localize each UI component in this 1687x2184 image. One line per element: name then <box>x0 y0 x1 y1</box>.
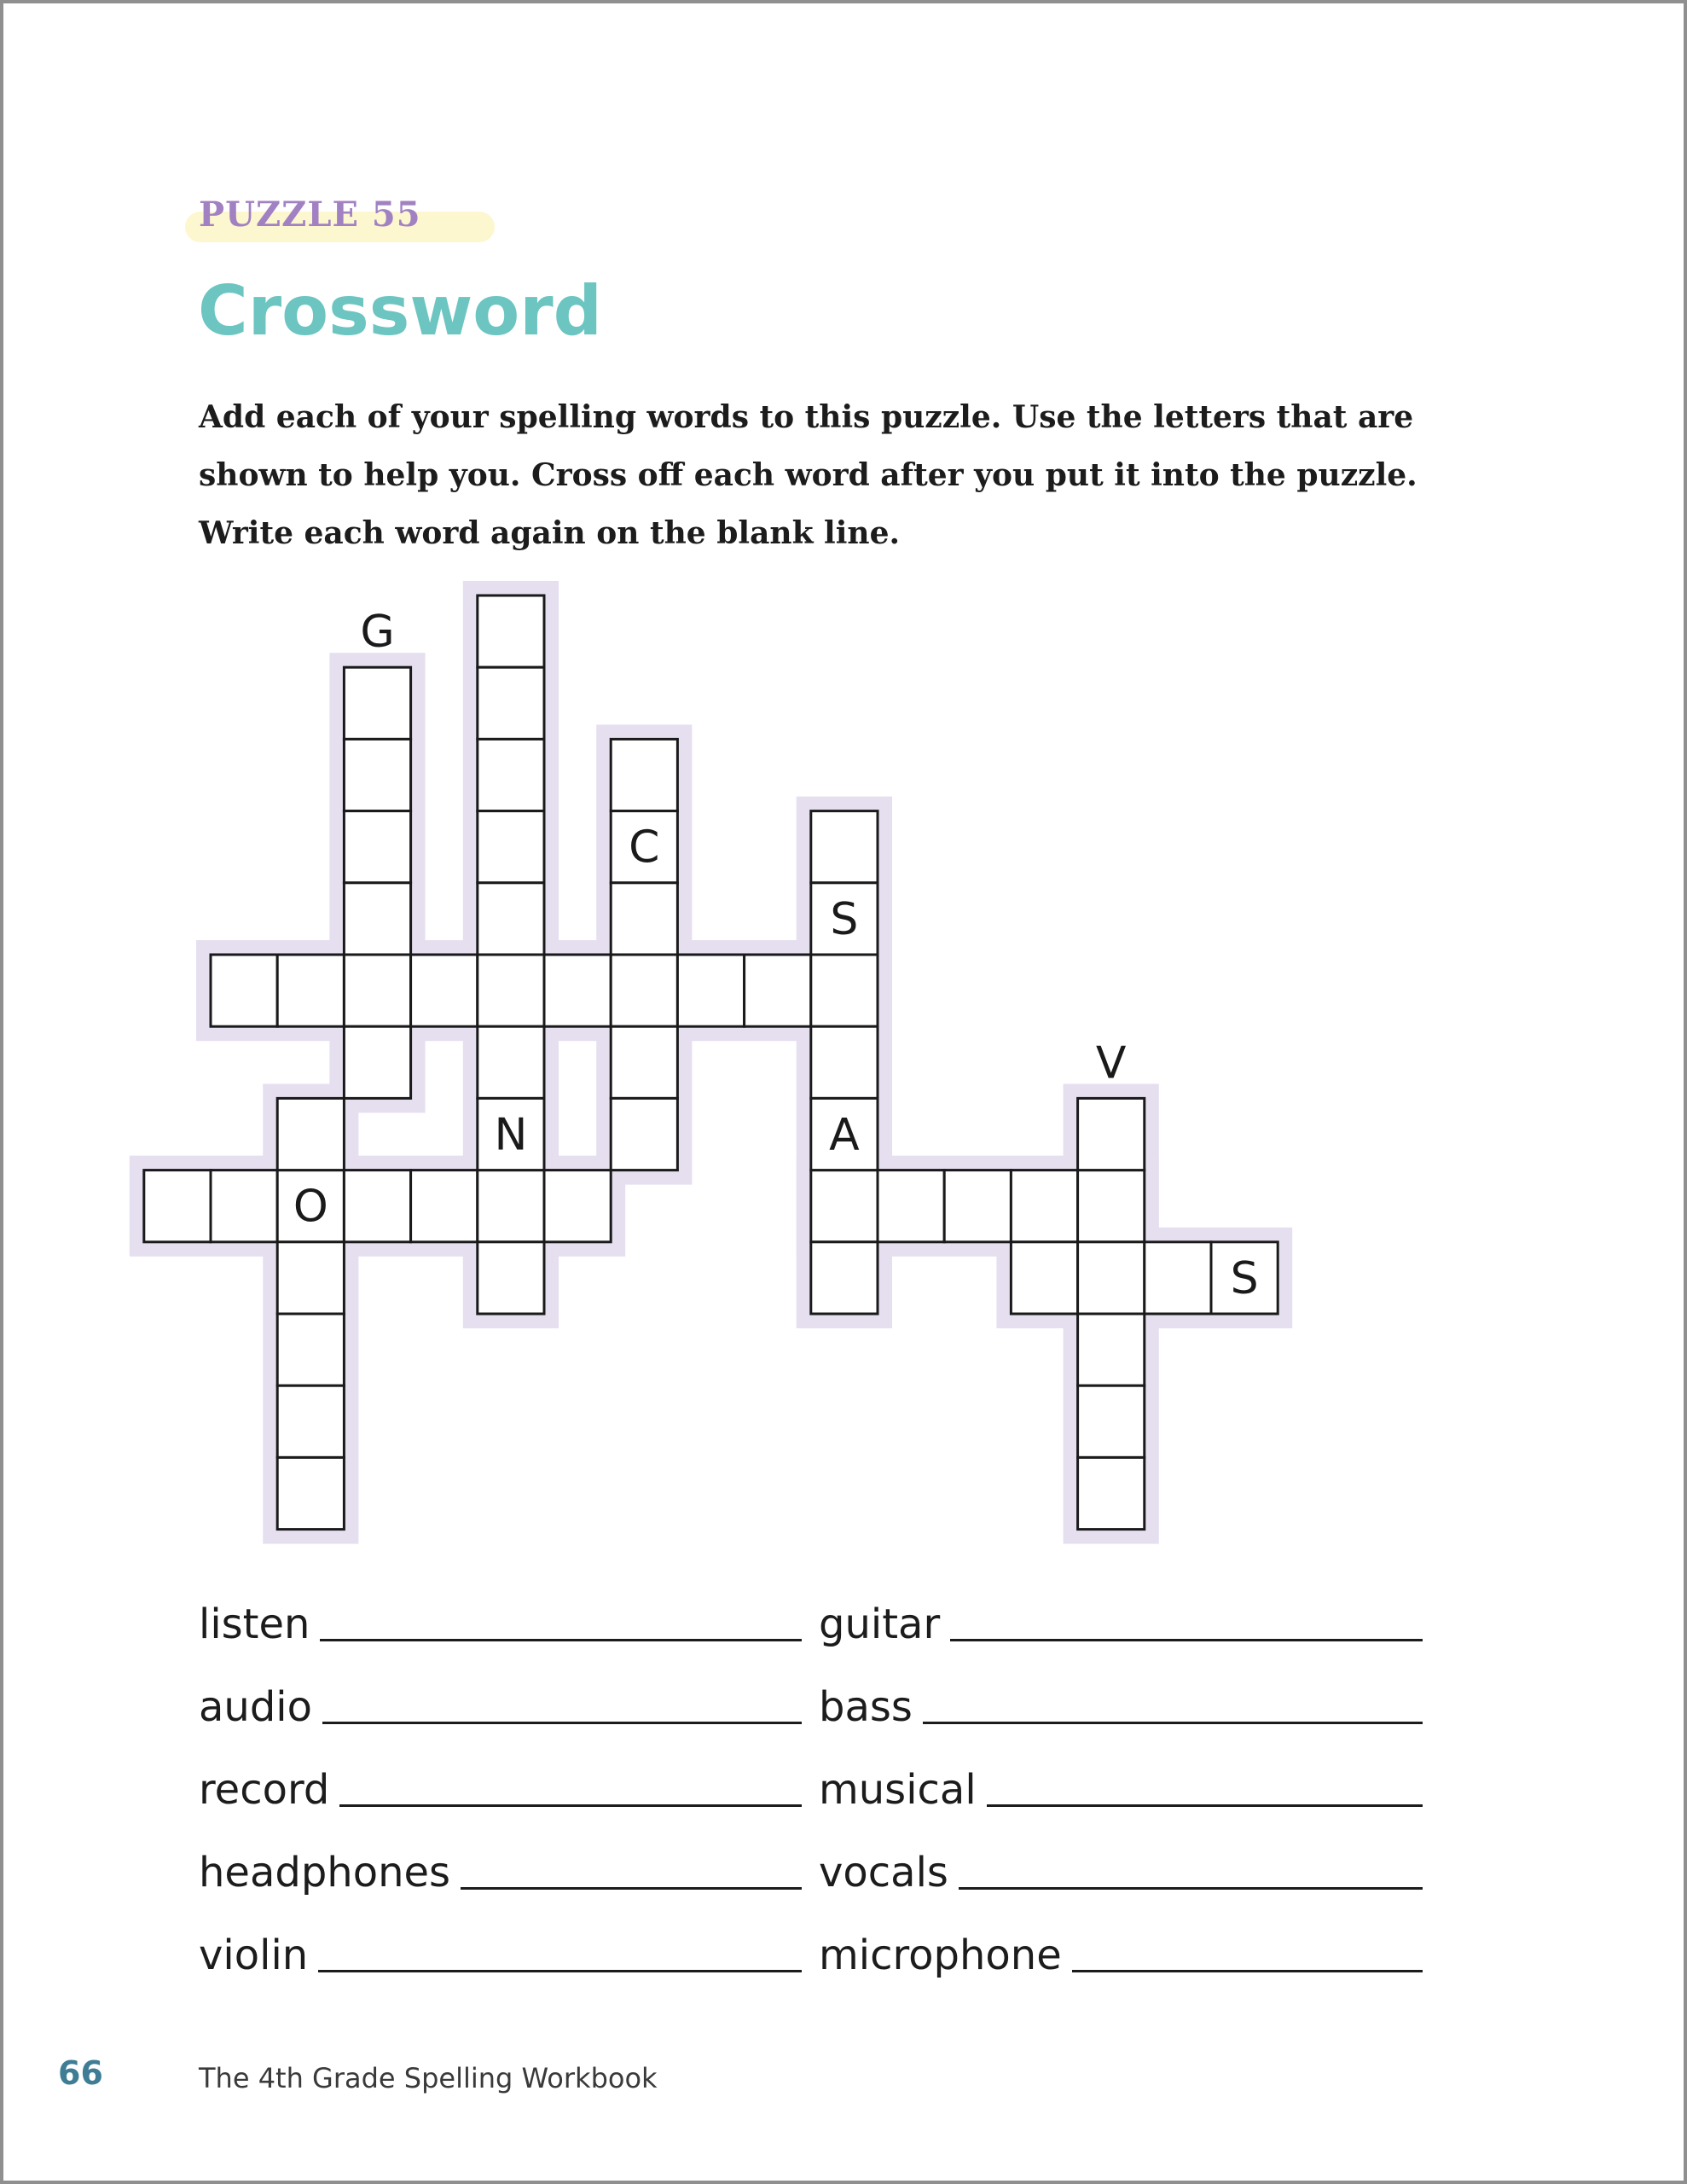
crossword-cell[interactable] <box>344 1026 410 1098</box>
spelling-word: microphone <box>819 1931 1062 1979</box>
clue-letter: S <box>1230 1252 1259 1304</box>
crossword-cell[interactable] <box>544 955 611 1026</box>
answer-blank-line[interactable] <box>322 1720 802 1724</box>
answer-blank-line[interactable] <box>320 1637 802 1641</box>
word-bank-entry <box>199 1680 802 1731</box>
instructions: Add each of your spelling words to this puzzle. Use the letters that are shown to help you. Cross off each word after you put it into the puzzle. Write each word again on the blank line. <box>199 399 1417 551</box>
crossword-cell[interactable] <box>211 955 277 1026</box>
crossword-cell[interactable] <box>411 1170 478 1242</box>
answer-blank-line[interactable] <box>318 1968 802 1972</box>
crossword-cell[interactable] <box>344 1170 410 1242</box>
spelling-word: musical <box>819 1766 977 1814</box>
crossword-cell[interactable] <box>144 1170 211 1242</box>
crossword-cell[interactable] <box>478 739 544 810</box>
answer-blank-line[interactable] <box>950 1637 1423 1641</box>
clue-letter: S <box>830 893 859 945</box>
answer-blank-line[interactable] <box>1072 1968 1423 1972</box>
word-bank-entry <box>819 1845 1423 1896</box>
crossword-cell[interactable] <box>478 1242 544 1314</box>
crossword-cell[interactable] <box>611 1026 677 1098</box>
crossword-cell[interactable] <box>277 1385 344 1457</box>
crossword-cell[interactable] <box>544 1170 611 1242</box>
crossword-cell[interactable] <box>811 811 878 883</box>
crossword-cell[interactable] <box>344 811 410 883</box>
word-bank-entry <box>819 1597 1423 1648</box>
crossword-cell[interactable] <box>611 1098 677 1170</box>
crossword-cell[interactable] <box>411 955 478 1026</box>
crossword-cell[interactable] <box>478 883 544 955</box>
answer-blank-line[interactable] <box>923 1720 1423 1724</box>
crossword-cell[interactable] <box>611 883 677 955</box>
crossword-cell[interactable] <box>1078 1098 1145 1170</box>
word-bank-entry <box>819 1680 1423 1731</box>
crossword-cell[interactable] <box>1011 1242 1077 1314</box>
crossword-cell[interactable] <box>478 667 544 739</box>
crossword-cell[interactable] <box>277 1457 344 1529</box>
crossword-cell[interactable] <box>478 1170 544 1242</box>
crossword-cell[interactable] <box>811 1026 878 1098</box>
book-title: The 4th Grade Spelling Workbook <box>199 2062 658 2094</box>
crossword-cell[interactable] <box>811 1242 878 1314</box>
crossword-cell[interactable] <box>344 883 410 955</box>
spelling-word: listen <box>199 1600 310 1648</box>
crossword-cell[interactable] <box>811 955 878 1026</box>
crossword-cell[interactable] <box>611 739 677 810</box>
crossword-cell[interactable] <box>344 739 410 810</box>
crossword-cell[interactable] <box>478 955 544 1026</box>
answer-blank-line[interactable] <box>959 1885 1423 1890</box>
crossword-cell[interactable] <box>1011 1170 1077 1242</box>
puzzle-label: PUZZLE 55 <box>199 195 421 235</box>
spelling-word: violin <box>199 1931 309 1979</box>
crossword-cell[interactable] <box>277 1242 344 1314</box>
clue-letter: C <box>629 822 660 874</box>
crossword-cell[interactable] <box>277 955 344 1026</box>
spelling-word: guitar <box>819 1600 941 1648</box>
crossword-cell[interactable] <box>211 1170 277 1242</box>
word-bank-entry <box>199 1763 802 1814</box>
clue-letter: V <box>1095 1037 1127 1089</box>
spelling-word: record <box>199 1766 330 1814</box>
word-bank-entry <box>199 1845 802 1896</box>
page-title: Crossword <box>198 271 602 351</box>
crossword-cell[interactable] <box>478 1026 544 1098</box>
crossword-cell[interactable] <box>478 595 544 667</box>
spelling-word: vocals <box>819 1849 948 1896</box>
spelling-word: headphones <box>199 1849 451 1896</box>
spelling-word: audio <box>199 1683 313 1731</box>
crossword-cell[interactable] <box>1078 1314 1145 1385</box>
word-bank-entry <box>199 1928 802 1979</box>
word-bank-entry <box>819 1763 1423 1814</box>
crossword-cell[interactable] <box>1078 1457 1145 1529</box>
crossword-cell[interactable] <box>611 955 677 1026</box>
word-bank-entry <box>819 1928 1423 1979</box>
crossword-cell[interactable] <box>277 1314 344 1385</box>
crossword-cell[interactable] <box>944 1170 1011 1242</box>
answer-blank-line[interactable] <box>461 1885 802 1890</box>
word-bank-entry <box>199 1597 802 1648</box>
crossword-cell[interactable] <box>1078 1385 1145 1457</box>
crossword-cell[interactable] <box>878 1170 944 1242</box>
clue-letter: N <box>494 1109 528 1161</box>
answer-blank-line[interactable] <box>339 1803 802 1807</box>
clue-letter: O <box>293 1181 328 1233</box>
spelling-word: bass <box>819 1683 913 1731</box>
answer-blank-line[interactable] <box>987 1803 1423 1807</box>
clue-letter: A <box>829 1109 860 1161</box>
clue-letter: G <box>360 607 395 659</box>
crossword-cell[interactable] <box>745 955 811 1026</box>
crossword-cell[interactable] <box>677 955 744 1026</box>
crossword-cell[interactable] <box>811 1170 878 1242</box>
crossword-cell[interactable] <box>277 1098 344 1170</box>
crossword-cell[interactable] <box>1078 1242 1145 1314</box>
crossword-cell[interactable] <box>344 955 410 1026</box>
crossword-cell[interactable] <box>344 667 410 739</box>
crossword-cell[interactable] <box>1145 1242 1211 1314</box>
crossword-cell[interactable] <box>1078 1170 1145 1242</box>
crossword-cell[interactable] <box>478 811 544 883</box>
page-number: 66 <box>58 2054 103 2092</box>
